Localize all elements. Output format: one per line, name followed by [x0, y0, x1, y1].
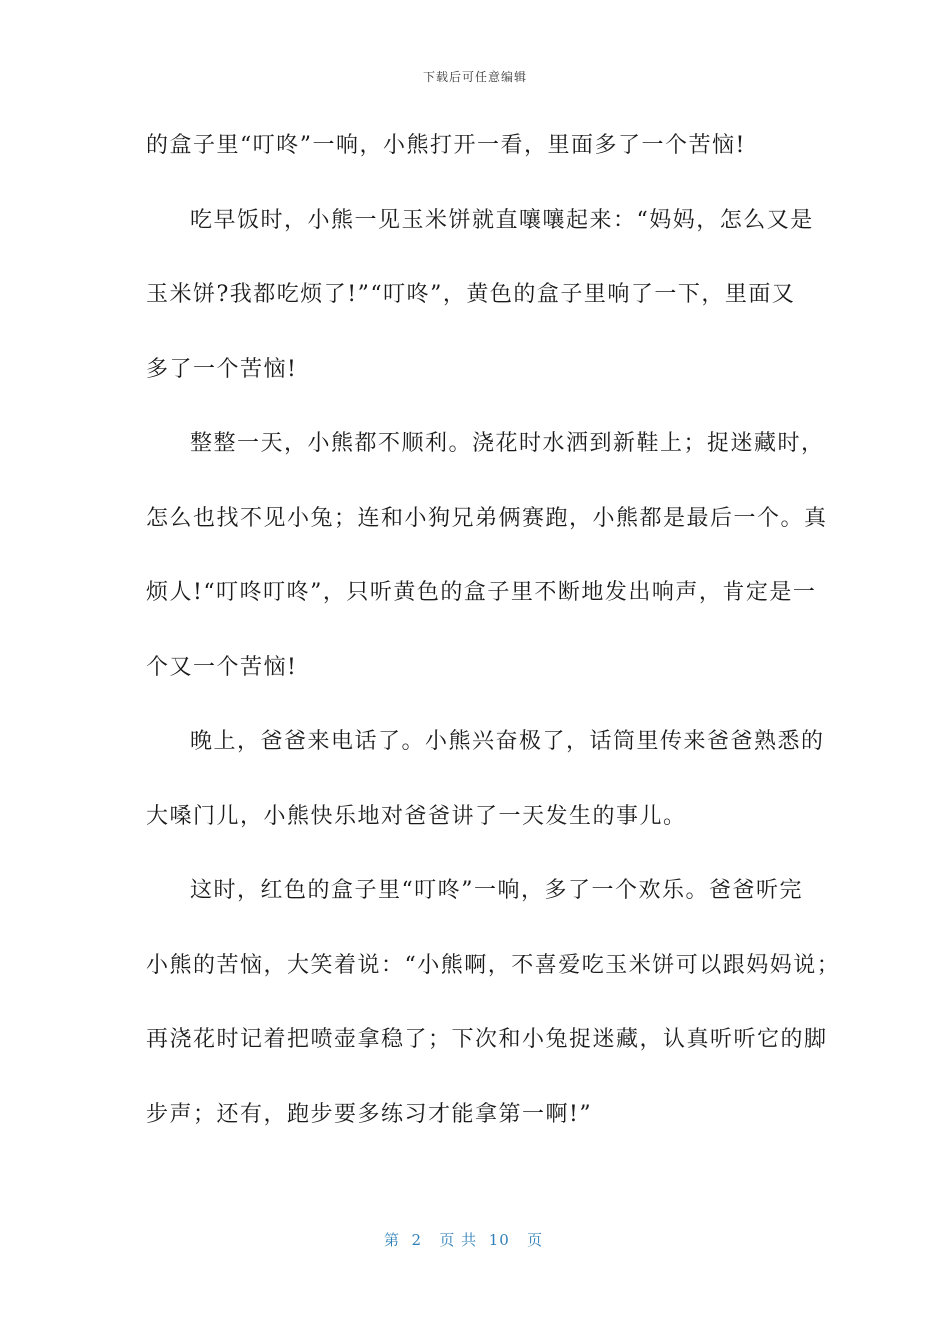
text-line: 的盒子里“叮咚”一响，小熊打开一看，里面多了一个苦恼!: [146, 133, 746, 158]
text-line: 个又一个苦恼!: [146, 654, 298, 680]
text-line: 吃早饭时，小熊一见玉米饼就直嚷嚷起来：“妈妈，怎么又是: [190, 207, 814, 233]
text-line: 晚上，爸爸来电话了。小熊兴奋极了，话筒里传来爸爸熟悉的: [190, 729, 825, 754]
text-line: 整整一天，小熊都不顺利。浇花时水洒到新鞋上；捉迷藏时，: [190, 431, 825, 456]
text-line: 这时，红色的盒子里“叮咚”一响，多了一个欢乐。爸爸听完: [190, 878, 803, 903]
text-line: 多了一个苦恼!: [146, 356, 298, 382]
text-line: 怎么也找不见小兔；连和小狗兄弟俩赛跑，小熊都是最后一个。真: [146, 505, 828, 531]
page-header: 下载后可任意编辑: [422, 70, 527, 84]
page-footer: 第 2 页 共 10 页: [384, 1231, 544, 1249]
text-line: 烦人!“叮咚叮咚”，只听黄色的盒子里不断地发出响声，肯定是一: [146, 580, 817, 605]
text-line: 大嗓门儿，小熊快乐地对爸爸讲了一天发生的事儿。: [146, 803, 687, 829]
text-line: 小熊的苦恼，大笑着说：“小熊啊，不喜爱吃玉米饼可以跟妈妈说；: [146, 952, 841, 978]
text-line: 步声；还有，跑步要多练习才能拿第一啊!”: [146, 1101, 593, 1127]
text-line: 再浇花时记着把喷壶拿稳了；下次和小兔捉迷藏，认真听听它的脚: [146, 1027, 828, 1052]
text-line: 玉米饼?我都吃烦了!”“叮咚”，黄色的盒子里响了一下，里面又: [146, 282, 796, 307]
body-text: [146, 121, 841, 1164]
